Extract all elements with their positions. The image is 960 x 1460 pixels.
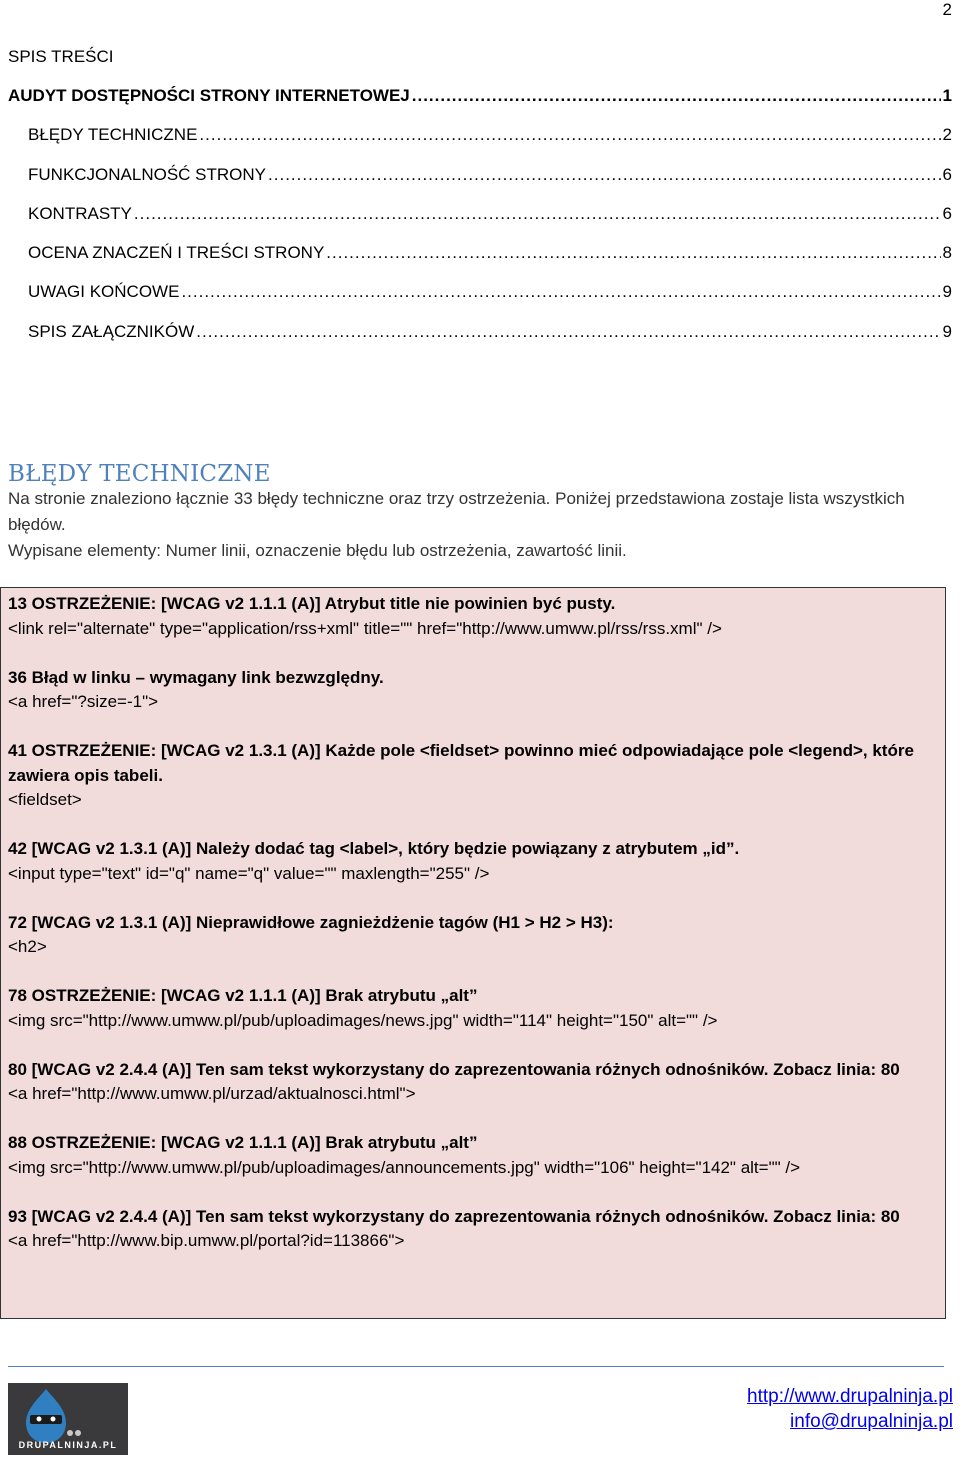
toc-entry[interactable] xyxy=(8,125,952,164)
error-item xyxy=(8,592,938,641)
error-message: 80 [WCAG v2 2.4.4 (A)] Ten sam tekst wykorzystany do zaprezentowania różnych odnośników. Zobacz linia: 80 xyxy=(8,1059,900,1079)
intro-paragraph: Na stronie znaleziono łącznie 33 błędy techniczne oraz trzy ostrzeżenia. Poniżej przedstawiona zostaje lista wszystkich błędów. xyxy=(8,489,905,534)
error-code: <input type="text" id="q" name="q" value="" maxlength="255" /> xyxy=(8,863,490,883)
toc-heading: SPIS TREŚCI xyxy=(8,47,114,66)
logo-text: DRUPALNINJA.PL xyxy=(18,1440,118,1450)
error-message: 42 [WCAG v2 1.3.1 (A)] Należy dodać tag <label>, który będzie powiązany z atrybutem „id”. xyxy=(8,839,740,858)
error-code: <link rel="alternate" type="application/rss+xml" title="" href="http://www.umww.pl/rss/rss.xml" /> xyxy=(8,618,722,638)
toc-leader-dots xyxy=(196,322,940,342)
error-item xyxy=(8,837,938,886)
toc-leader-dots xyxy=(199,125,940,145)
toc-leader-dots xyxy=(268,165,941,185)
toc-entry-page: 9 xyxy=(942,321,952,341)
website-link[interactable]: http://www.drupalninja.pl xyxy=(747,1386,953,1407)
error-code: <a href="http://www.umww.pl/urzad/aktualnosci.html"> xyxy=(8,1084,416,1103)
error-item xyxy=(8,984,938,1033)
toc-leader-dots xyxy=(134,204,941,224)
toc-entry[interactable] xyxy=(8,322,952,361)
page-number: 2 xyxy=(942,0,952,19)
toc-entry-label: OCENA ZNACZEŃ I TREŚCI STRONY xyxy=(28,243,325,263)
toc-entry-page: 8 xyxy=(942,243,952,263)
error-message: 36 Błąd w linku – wymagany link bezwzględny. xyxy=(8,667,384,687)
error-message: 93 [WCAG v2 2.4.4 (A)] Ten sam tekst wykorzystany do zaprezentowania różnych odnośników. Zobacz linia: 80 xyxy=(8,1206,900,1226)
error-message: 78 OSTRZEŻENIE: [WCAG v2 1.1.1 (A)] Brak atrybutu „alt” xyxy=(8,986,478,1005)
error-code: <img src="http://www.umww.pl/pub/uploadimages/announcements.jpg" width="106" height="142" alt="" /> xyxy=(8,1157,801,1177)
toc-leader-dots xyxy=(181,282,940,302)
toc-entry-page: 2 xyxy=(942,125,952,145)
toc-entry-label: BŁĘDY TECHNICZNE xyxy=(28,125,198,145)
error-list-box xyxy=(0,587,946,1319)
toc-entry[interactable] xyxy=(8,204,952,243)
toc-entry-label: SPIS ZAŁĄCZNIKÓW xyxy=(28,321,195,341)
error-code: <a href="http://www.bip.umww.pl/portal?id=113866"> xyxy=(8,1231,405,1250)
error-item xyxy=(8,1205,938,1254)
footer-contact xyxy=(747,1384,953,1434)
toc-entry-page: 1 xyxy=(942,86,952,105)
toc-entry-label: KONTRASTY xyxy=(28,203,132,223)
toc-entry[interactable] xyxy=(8,165,952,204)
toc-entry-page: 9 xyxy=(942,282,952,302)
intro-legend: Wypisane elementy: Numer linii, oznaczenie błędu lub ostrzeżenia, zawartość linii. xyxy=(8,541,627,560)
error-message: 72 [WCAG v2 1.3.1 (A)] Nieprawidłowe zagnieżdżenie tagów (H1 > H2 > H3): xyxy=(8,912,614,932)
toc-entry-page: 6 xyxy=(942,164,952,184)
toc-entry[interactable] xyxy=(8,243,952,282)
error-message: 88 OSTRZEŻENIE: [WCAG v2 1.1.1 (A)] Brak atrybutu „alt” xyxy=(8,1133,478,1152)
toc-entry-label: FUNKCJONALNOŚĆ STRONY xyxy=(28,164,267,184)
toc-entry-label: AUDYT DOSTĘPNOŚCI STRONY INTERNETOWEJ xyxy=(8,86,410,105)
error-item xyxy=(8,911,938,960)
error-code: <h2> xyxy=(8,937,47,956)
error-item xyxy=(8,739,938,813)
error-code: <a href="?size=-1"> xyxy=(8,692,159,711)
error-message: 41 OSTRZEŻENIE: [WCAG v2 1.3.1 (A)] Każde pole <fieldset> powinno mieć odpowiadające pole <legend>, które zawiera opis tabeli. xyxy=(8,741,914,785)
toc-entry-label: UWAGI KOŃCOWE xyxy=(28,282,180,302)
toc-entry[interactable] xyxy=(8,282,952,321)
footer-divider xyxy=(8,1366,944,1367)
error-code: <img src="http://www.umww.pl/pub/uploadimages/news.jpg" width="114" height="150" alt="" /> xyxy=(8,1010,718,1030)
error-item xyxy=(8,1131,938,1180)
error-message: 13 OSTRZEŻENIE: [WCAG v2 1.1.1 (A)] Atrybut title nie powinien być pusty. xyxy=(8,594,616,613)
toc-entry-page: 6 xyxy=(942,203,952,223)
section-intro xyxy=(8,486,952,564)
table-of-contents xyxy=(8,86,952,361)
email-link[interactable]: info@drupalninja.pl xyxy=(790,1411,953,1432)
toc-leader-dots xyxy=(412,86,941,106)
error-item xyxy=(8,666,938,715)
error-code: <fieldset> xyxy=(8,790,82,809)
drupalninja-logo xyxy=(8,1383,128,1455)
section-title: BŁĘDY TECHNICZNE xyxy=(8,461,271,488)
toc-leader-dots xyxy=(326,243,940,263)
error-item xyxy=(8,1058,938,1107)
toc-entry[interactable] xyxy=(8,86,952,125)
